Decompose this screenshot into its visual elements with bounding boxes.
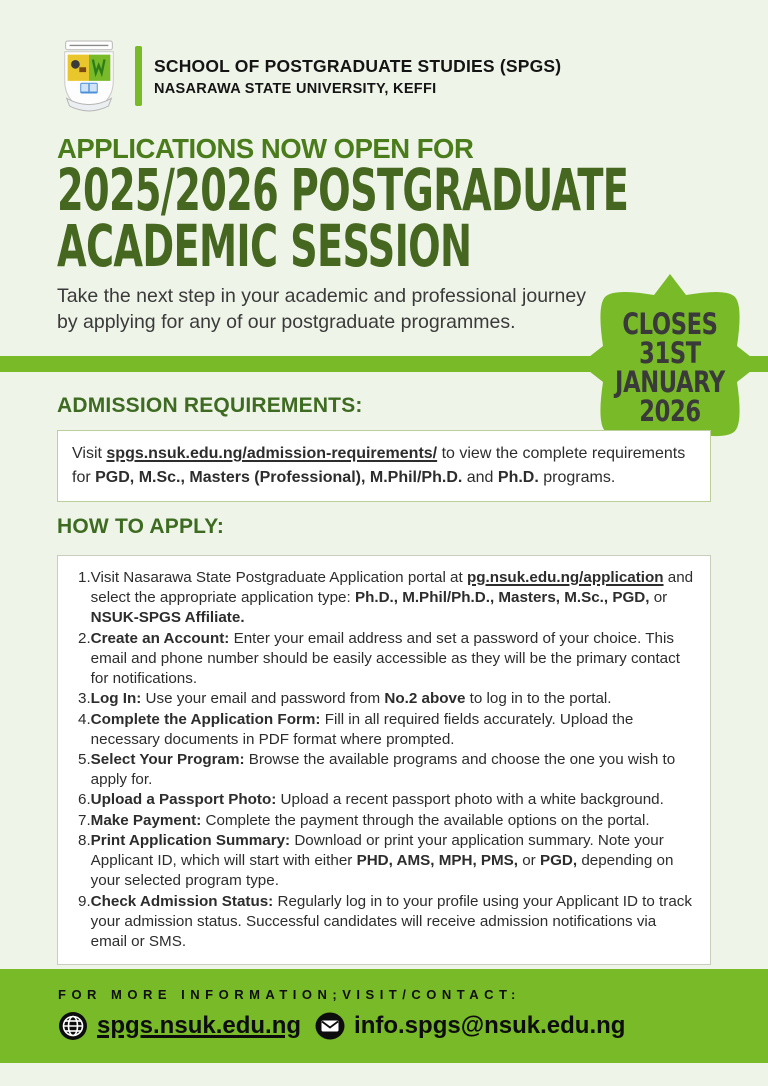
- website-url[interactable]: spgs.nsuk.edu.ng: [97, 1012, 302, 1039]
- badge-line-2026: 2026: [639, 394, 701, 428]
- step-text: [91, 831, 696, 892]
- header-text: [154, 56, 561, 97]
- admission-requirements-text: [72, 442, 696, 490]
- step-number: 6.: [78, 791, 91, 809]
- apply-step: [78, 689, 696, 709]
- text-segment: Select Your Program:: [90, 750, 245, 768]
- org-subtitle: NASARAWA STATE UNIVERSITY, KEFFI: [154, 80, 437, 97]
- text-segment: Browse the available programs and choose the one you wish to apply for.: [90, 750, 676, 789]
- header-bar: [55, 38, 561, 114]
- text-segment: depending on your selected program type.: [90, 852, 674, 890]
- email-link[interactable]: [315, 1011, 625, 1041]
- apply-steps-list: [70, 568, 696, 952]
- hero-title: [57, 156, 768, 280]
- step-number: 9.: [78, 892, 91, 910]
- text-segment: and: [462, 469, 498, 486]
- badge-line-31st: 31ST: [639, 336, 701, 370]
- apply-step: [78, 568, 696, 629]
- text-segment: No.2 above: [384, 690, 466, 708]
- badge-text: [574, 307, 766, 428]
- text-segment: Check Admission Status:: [90, 892, 274, 910]
- hero-kicker: APPLICATIONS NOW OPEN FOR: [57, 133, 474, 164]
- step-number: 2.: [78, 629, 91, 647]
- text-segment: NSUK-SPGS Affiliate.: [90, 609, 245, 627]
- text-segment: or: [518, 852, 540, 870]
- hero-title-line-1: 2025/2026 POSTGRADUATE: [57, 156, 629, 224]
- text-segment: Use your email and password from: [141, 690, 385, 708]
- text-segment: or: [649, 589, 668, 607]
- admission-requirements-heading: ADMISSION REQUIREMENTS:: [57, 394, 363, 417]
- hero-lead: [57, 284, 586, 335]
- step-number: 7.: [78, 811, 91, 829]
- text-segment: programs.: [538, 469, 616, 486]
- text-segment: Print Application Summary:: [90, 831, 291, 849]
- apply-step: [78, 831, 696, 892]
- website-link[interactable]: [58, 1011, 301, 1041]
- text-segment: PHD, AMS, MPH, PMS,: [356, 852, 519, 870]
- text-segment: Download or print your application summary. Note your Applicant ID, which will start with either: [90, 831, 664, 870]
- apply-step: [78, 629, 696, 690]
- text-segment: Upload a recent passport photo with a white background.: [276, 791, 664, 809]
- apply-step: [78, 811, 696, 831]
- text-segment: Make Payment:: [90, 811, 202, 829]
- step-number: 8.: [78, 831, 91, 849]
- text-segment: Visit: [72, 445, 107, 462]
- globe-icon: [58, 1011, 88, 1041]
- application-portal-link[interactable]: pg.nsuk.edu.ng/application: [466, 569, 664, 586]
- text-segment: Log In:: [90, 690, 142, 708]
- admission-requirements-box: [57, 430, 711, 502]
- step-number: 1.: [78, 569, 91, 586]
- step-text: [91, 811, 696, 831]
- org-title: SCHOOL OF POSTGRADUATE STUDIES (SPGS): [154, 55, 562, 76]
- badge-line-closes: CLOSES: [622, 307, 718, 341]
- text-segment: Visit Nasarawa State Postgraduate Application portal at: [90, 569, 467, 586]
- step-number: 3.: [78, 690, 91, 708]
- text-segment: Ph.D.: [497, 469, 539, 486]
- step-text: [91, 568, 696, 629]
- hero-lead-line-1: Take the next step in your academic and professional journey: [57, 285, 586, 307]
- text-segment: Ph.D., M.Phil/Ph.D., Masters, M.Sc., PGD,: [354, 589, 650, 607]
- step-number: 5.: [78, 750, 91, 768]
- email-address[interactable]: info.spgs@nsuk.edu.ng: [354, 1012, 626, 1039]
- text-segment: and select the appropriate application type:: [90, 569, 694, 607]
- text-segment: Complete the Application Form:: [90, 710, 321, 728]
- apply-step: [78, 710, 696, 750]
- step-text: [91, 710, 696, 750]
- footer-label: FOR MORE INFORMATION;VISIT/CONTACT:: [58, 987, 521, 1002]
- text-segment: Enter your email address and set a password of your choice. This email and phone number should be easily accessible as they will be the primary contact for notifications.: [90, 629, 680, 688]
- apply-step: [78, 892, 696, 953]
- envelope-icon: [315, 1011, 345, 1041]
- step-text: [91, 750, 696, 790]
- apply-step: [78, 750, 696, 790]
- hero-lead-line-2: by applying for any of our postgraduate programmes.: [57, 310, 516, 333]
- hero-title-line-2: ACADEMIC SESSION: [57, 211, 472, 280]
- step-text: [91, 629, 696, 690]
- step-number: 4.: [78, 710, 91, 728]
- admission-requirements-link[interactable]: spgs.nsuk.edu.ng/admission-requirements/: [106, 445, 438, 462]
- text-segment: Fill in all required fields accurately. Upload the necessary documents in PDF format where prompted.: [90, 710, 634, 748]
- text-segment: Regularly log in to your profile using your Applicant ID to track your admission status. Successful candidates will receive admission notifications via email or SMS.: [90, 892, 692, 950]
- text-segment: to log in to the portal.: [465, 690, 612, 708]
- header-divider: [135, 46, 142, 106]
- footer-band: [0, 969, 768, 1063]
- text-segment: Upload a Passport Photo:: [90, 791, 277, 809]
- apply-step: [78, 790, 696, 810]
- text-segment: Complete the payment through the available options on the portal.: [201, 811, 650, 829]
- text-segment: Create an Account:: [90, 629, 230, 647]
- badge-line-january: JANUARY: [615, 365, 725, 399]
- text-segment: to view the complete requirements for: [72, 445, 686, 486]
- step-text: [91, 790, 696, 810]
- footer-links: [58, 1011, 625, 1041]
- step-text: [91, 892, 696, 953]
- text-segment: PGD,: [539, 852, 578, 870]
- step-text: [91, 689, 696, 709]
- university-logo-icon: [55, 38, 123, 114]
- text-segment: PGD, M.Sc., Masters (Professional), M.Phil/Ph.D.: [95, 469, 463, 486]
- how-to-apply-heading: HOW TO APPLY:: [57, 515, 225, 538]
- how-to-apply-box: [57, 555, 711, 965]
